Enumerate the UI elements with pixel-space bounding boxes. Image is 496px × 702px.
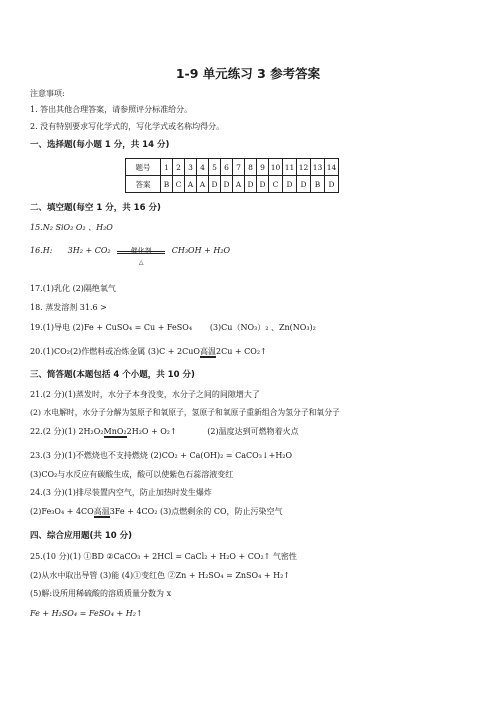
- section-short-answer-heading: 三、简答题(本题包括 4 个小题，共 10 分): [30, 370, 195, 380]
- answer-20: [30, 346, 267, 357]
- answer-24-1: 24.(3 分)(1)排尽装置内空气，防止加热时发生爆炸: [30, 488, 212, 497]
- catalyst-label: 催化剂: [130, 247, 152, 255]
- table-cell: D: [209, 176, 221, 193]
- answer-25-1: 25.(10 分)(1) ①BD ②CaCO₃ + 2HCl = CaCl₂ + H₂O + CO₂↑ 气密性: [30, 552, 297, 561]
- answer-16-reactants: 3H₂ + CO₂: [67, 246, 111, 255]
- table-cell: 11: [283, 159, 297, 176]
- notes-heading: 注意事项:: [30, 89, 65, 98]
- table-cell: C: [173, 176, 185, 193]
- table-cell: 6: [221, 159, 233, 176]
- answer-24-part-pre: (2)Fe₃O₄ + 4CO: [30, 507, 94, 516]
- table-cell: 7: [233, 159, 245, 176]
- table-row-numbers: [126, 159, 339, 176]
- section-application-heading: 四、综合应用题(共 10 分): [30, 531, 133, 541]
- table-cell: D: [283, 176, 297, 193]
- section-fill-heading: 二、填空题(每空 1 分，共 16 分): [30, 203, 161, 213]
- answer-19: [30, 322, 316, 333]
- table-cell: D: [257, 176, 269, 193]
- section-choice-heading: 一、选择题(每小题 1 分，共 14 分): [30, 140, 170, 150]
- table-cell: 2: [173, 159, 185, 176]
- catalyst-mno2: MnO₂: [103, 427, 127, 436]
- table-cell: B: [161, 176, 173, 193]
- answer-22-part-c: (2)温度达到可燃物着火点: [207, 427, 299, 436]
- answer-21-1: 21.(2 分)(1)蒸发时，水分子本身没变，水分子之间的间隙增大了: [30, 390, 260, 399]
- answer-15: 15.N₂ SiO₂ O₂ 、H₂O: [30, 223, 113, 232]
- answer-16-prefix: 16.H:: [30, 246, 53, 255]
- answer-20-part-a: 20.(1)CO₂(2)作燃料或冶炼金属 (3)C + 2CuO: [30, 347, 200, 356]
- answer-24-2-3: [30, 506, 283, 517]
- table-header-answer: 答案: [126, 176, 161, 193]
- table-cell: D: [325, 176, 339, 193]
- answer-22-part-b: 2H₂O + O₂↑: [126, 427, 177, 436]
- answer-23-1-2: 23.(3 分)(1)不燃烧也不支持燃烧 (2)CO₂ + Ca(OH)₂ = CaCO₃↓+H₂O: [30, 451, 293, 460]
- note-1: 1. 答出其他合理答案，请参照评分标准给分。: [30, 105, 193, 114]
- answer-21-2: (2) 水电解时，水分子分解为氢原子和氧原子，氢原子和氧原子重新组合为氢分子和氧分子: [30, 408, 340, 417]
- table-header-number: 题号: [126, 159, 161, 176]
- answer-19-part-3: (3)Cu（NO₃）₂ 、Zn(NO₃)₂: [209, 323, 316, 332]
- table-cell: 4: [197, 159, 209, 176]
- answer-18: 18. 蒸发溶剂 31.6 >: [30, 303, 107, 312]
- table-cell: A: [197, 176, 209, 193]
- table-cell: 12: [297, 159, 311, 176]
- table-cell: D: [297, 176, 311, 193]
- table-cell: 9: [257, 159, 269, 176]
- note-2: 2. 没有特别要求写化学式的，写化学式或名称均得分。: [30, 122, 225, 131]
- answer-20-part-b: 2Cu + CO₂↑: [215, 347, 267, 356]
- reaction-condition-arrow: [115, 241, 167, 266]
- table-cell: A: [233, 176, 245, 193]
- answer-23-3: (3)CO₂与水反应有碳酸生成，酸可以使紫色石蕊溶液变红: [30, 470, 234, 479]
- table-cell: B: [311, 176, 325, 193]
- table-cell: 1: [161, 159, 173, 176]
- answer-22: [30, 426, 299, 437]
- table-cell: D: [221, 176, 233, 193]
- answer-22-part-a: 22.(2 分)(1) 2H₂O₂: [30, 427, 104, 436]
- table-cell: 10: [269, 159, 283, 176]
- answer-16-products: CH₃OH + H₂O: [171, 246, 231, 255]
- page-title: 1-9 单元练习 3 参考答案: [175, 66, 321, 81]
- table-cell: A: [185, 176, 197, 193]
- table-cell: 8: [245, 159, 257, 176]
- table-cell: 13: [311, 159, 325, 176]
- answer-25-5: (5)解:设所用稀硫酸的溶质质量分数为 x: [30, 589, 172, 598]
- answer-19-part-1-2: 19.(1)导电 (2)Fe + CuSO₄ = Cu + FeSO₄: [30, 323, 193, 332]
- table-row-answers: [126, 176, 339, 193]
- table-cell: C: [269, 176, 283, 193]
- answer-25-2-4: (2)从水中取出导管 (3)能 (4)①变红色 ②Zn + H₂SO₄ = ZnSO₄ + H₂↑: [30, 571, 290, 580]
- answer-17: 17.(1)乳化 (2)隔绝氧气: [30, 284, 116, 293]
- table-cell: 14: [325, 159, 339, 176]
- heat-symbol: △: [138, 259, 144, 266]
- answer-table: [125, 158, 339, 193]
- table-cell: D: [245, 176, 257, 193]
- high-temp-condition: 高温: [199, 347, 216, 356]
- table-cell: 3: [185, 159, 197, 176]
- high-temp-condition: 高温: [93, 507, 110, 516]
- answer-16: [30, 241, 231, 266]
- answer-24-part-post: 3Fe + 4CO₂ (3)点燃剩余的 CO，防止污染空气: [109, 507, 283, 516]
- answer-25-equation: Fe + H₂SO₄ = FeSO₄ + H₂↑: [30, 609, 143, 618]
- table-cell: 5: [209, 159, 221, 176]
